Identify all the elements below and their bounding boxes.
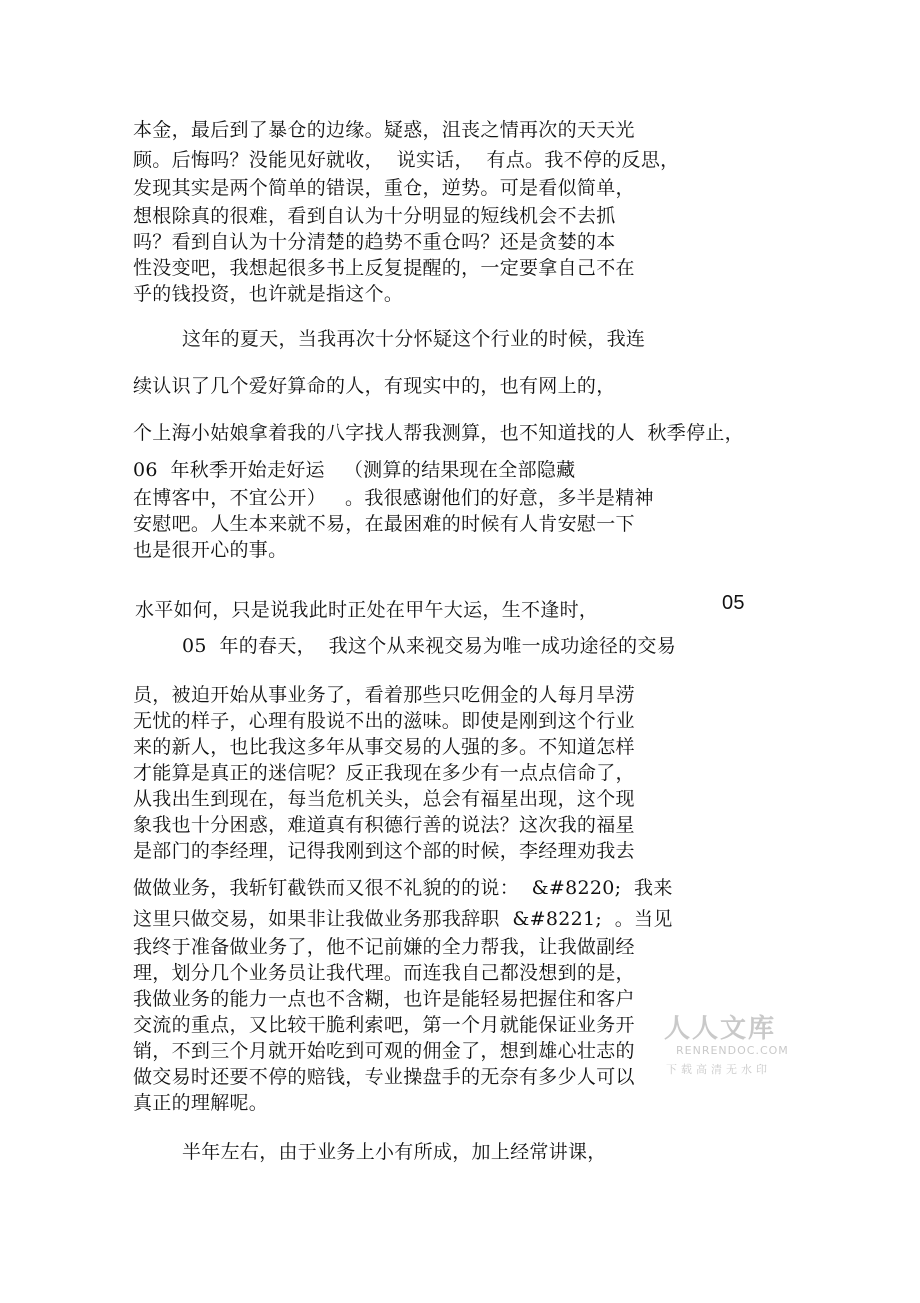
text-line: 才能算是真正的迷信呢？反正我现在多少有一点点信命了， bbox=[133, 762, 635, 784]
text-line: 续认识了几个爱好算命的人，有现实中的，也有网上的， bbox=[133, 375, 616, 397]
text-line: 象我也十分困惑，难道真有积德行善的说法？这次我的福星 bbox=[133, 814, 635, 836]
text-line: 做交易时还要不停的赔钱，专业操盘手的无奈有多少人可以 bbox=[133, 1066, 635, 1088]
text-line: 乎的钱投资，也许就是指这个。 bbox=[133, 283, 404, 305]
text-line: 想根除真的很难，看到自认为十分明显的短线机会不去抓 bbox=[133, 205, 616, 227]
text-line: 交流的重点，又比较干脆利索吧，第一个月就能保证业务开 bbox=[133, 1014, 635, 1036]
text-line: 安慰吧。人生本来就不易，在最困难的时候有人肯安慰一下 bbox=[133, 513, 635, 535]
watermark-domain: RENRENDOC.COM bbox=[676, 1044, 789, 1057]
watermark-title: 人人文库 bbox=[664, 1014, 777, 1044]
text-line: 理，划分几个业务员让我代理。而连我自己都没想到的是， bbox=[133, 962, 635, 984]
text-line: 顾。后悔吗？没能见好就收， 说实话， 有点。我不停的反思， bbox=[133, 149, 680, 171]
text-line: 这年的夏天，当我再次十分怀疑这个行业的时候，我连 bbox=[182, 328, 646, 350]
text-line: 真正的理解呢。 bbox=[133, 1092, 269, 1114]
text-line: 销，不到三个月就开始吃到可观的佣金了，想到雄心壮志的 bbox=[133, 1040, 635, 1062]
text-line: 半年左右，由于业务上小有所成，加上经常讲课， bbox=[182, 1141, 607, 1163]
text-line: 是部门的李经理，记得我刚到这个部的时候，李经理劝我去 bbox=[133, 840, 635, 862]
text-line: 来的新人，也比我这多年从事交易的人强的多。不知道怎样 bbox=[133, 736, 635, 758]
text-line: 05 年的春天， 我这个从来视交易为唯一成功途径的交易 bbox=[182, 635, 677, 657]
margin-number: 05 bbox=[722, 592, 745, 614]
watermark-logo bbox=[650, 1008, 789, 1078]
text-line: 从我出生到现在，每当危机关头，总会有福星出现，这个现 bbox=[133, 788, 635, 810]
text-line: 做做业务，我斩钉截铁而又很不礼貌的的说： &#8220; 我来 bbox=[133, 877, 673, 899]
text-line: 06 年秋季开始走好运 （测算的结果现在全部隐藏 bbox=[133, 459, 576, 481]
text-line: 水平如何，只是说我此时正处在甲午大运，生不逢时， bbox=[135, 599, 599, 621]
text-line: 本金，最后到了暴仓的边缘。疑惑，沮丧之情再次的天天光 bbox=[133, 119, 635, 141]
text-line: 我终于准备做业务了，他不记前嫌的全力帮我，让我做副经 bbox=[133, 936, 635, 958]
text-line: 员，被迫开始从事业务了，看着那些只吃佣金的人每月旱涝 bbox=[133, 684, 635, 706]
text-line: 性没变吧，我想起很多书上反复提醒的，一定要拿自己不在 bbox=[133, 257, 635, 279]
text-line: 在博客中，不宜公开） 。我很感谢他们的好意，多半是精神 bbox=[133, 487, 654, 509]
text-line: 个上海小姑娘拿着我的八字找人帮我测算，也不知道找的人 秋季停止， bbox=[133, 422, 744, 444]
text-line: 也是很开心的事。 bbox=[133, 539, 288, 561]
text-line: 无忧的样子，心理有股说不出的滋味。即使是刚到这个行业 bbox=[133, 710, 635, 732]
text-line: 发现其实是两个简单的错误，重仓，逆势。可是看似简单， bbox=[133, 177, 635, 199]
text-line: 这里只做交易，如果非让我做业务那我辞职 &#8221; 。当见 bbox=[133, 908, 673, 930]
watermark-tagline: 下载高清无水印 bbox=[666, 1063, 771, 1076]
text-line: 我做业务的能力一点也不含糊，也许是能轻易把握住和客户 bbox=[133, 988, 635, 1010]
text-line: 吗？看到自认为十分清楚的趋势不重仓吗？还是贪婪的本 bbox=[133, 231, 616, 253]
